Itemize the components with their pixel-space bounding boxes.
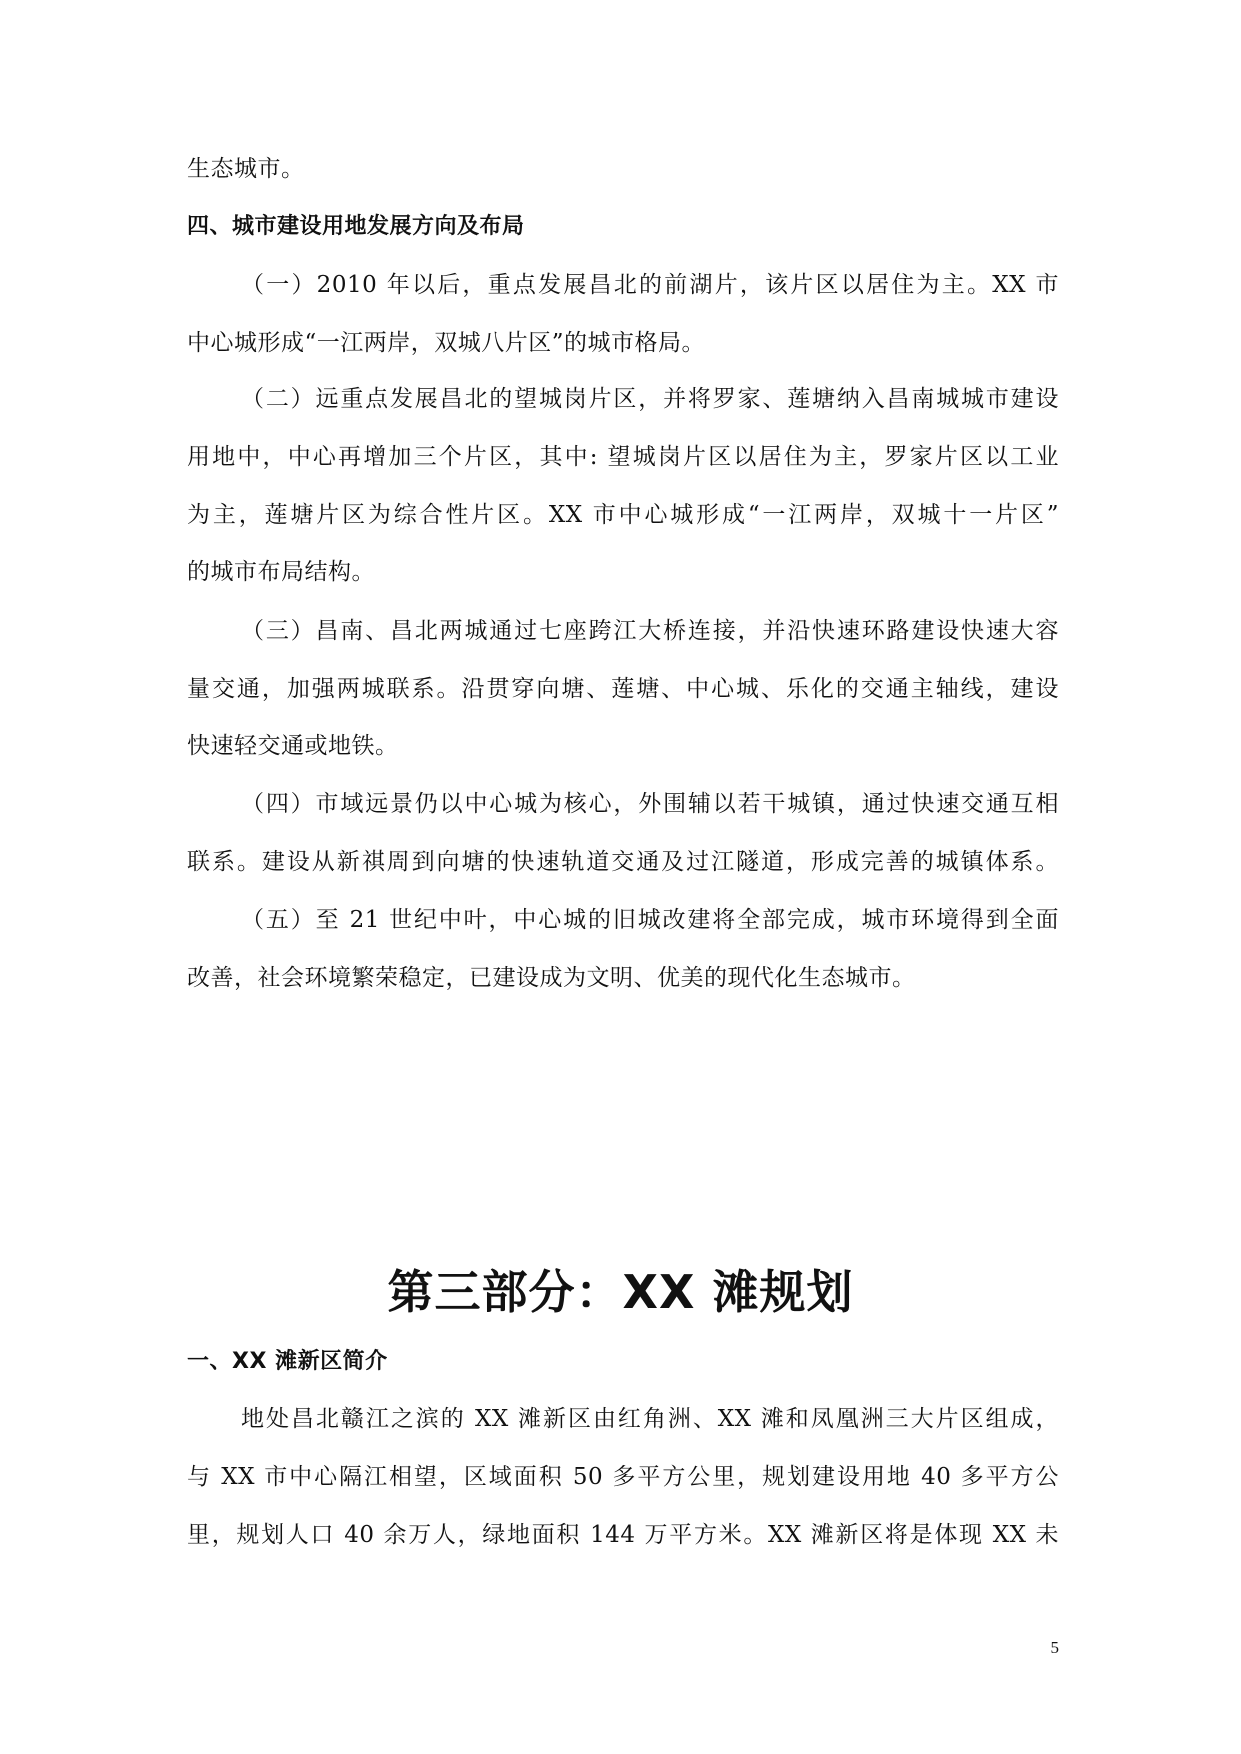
paragraph-line: 量交通，加强两城联系。沿贯穿向塘、莲塘、中心城、乐化的交通主轴线，建设 — [187, 676, 1059, 702]
paragraph-line: （二）远重点发展昌北的望城岗片区，并将罗家、莲塘纳入昌南城城市建设 — [241, 386, 1059, 412]
section-heading: 四、城市建设用地发展方向及布局 — [187, 214, 525, 239]
paragraph-line: 为主，莲塘片区为综合性片区。XX 市中心城形成“一江两岸，双城十一片区” — [187, 502, 1059, 528]
part-title: 第三部分：XX 滩规划 — [387, 1265, 854, 1319]
text-line: 生态城市。 — [187, 156, 305, 182]
paragraph-line: （三）昌南、昌北两城通过七座跨江大桥连接，并沿快速环路建设快速大容 — [241, 618, 1059, 644]
section-heading: 一、XX 滩新区简介 — [187, 1349, 388, 1374]
paragraph-line: 地处昌北赣江之滨的 XX 滩新区由红角洲、XX 滩和凤凰洲三大片区组成， — [241, 1406, 1059, 1432]
paragraph-line: 改善，社会环境繁荣稳定，已建设成为文明、优美的现代化生态城市。 — [187, 965, 916, 991]
paragraph-line: 与 XX 市中心隔江相望，区域面积 50 多平方公里，规划建设用地 40 多平方公 — [187, 1464, 1059, 1490]
page-number: 5 — [1050, 1638, 1059, 1657]
paragraph-line: （一）2010 年以后，重点发展昌北的前湖片，该片区以居住为主。XX 市 — [241, 272, 1059, 298]
paragraph-line: 快速轻交通或地铁。 — [187, 733, 399, 759]
paragraph-line: 中心城形成“一江两岸，双城八片区”的城市格局。 — [187, 330, 706, 356]
paragraph-line: 的城市布局结构。 — [187, 559, 375, 585]
paragraph-line: 里，规划人口 40 余万人，绿地面积 144 万平方米。XX 滩新区将是体现 XX 未 — [187, 1522, 1059, 1548]
paragraph-line: 用地中，中心再增加三个片区，其中: 望城岗片区以居住为主，罗家片区以工业 — [187, 444, 1059, 470]
paragraph-line: （四）市域远景仍以中心城为核心，外围辅以若干城镇，通过快速交通互相 — [241, 791, 1059, 817]
paragraph-line: （五）至 21 世纪中叶，中心城的旧城改建将全部完成，城市环境得到全面 — [241, 907, 1059, 933]
paragraph-line: 联系。建设从新祺周到向塘的快速轨道交通及过江隧道，形成完善的城镇体系。 — [187, 849, 1059, 875]
